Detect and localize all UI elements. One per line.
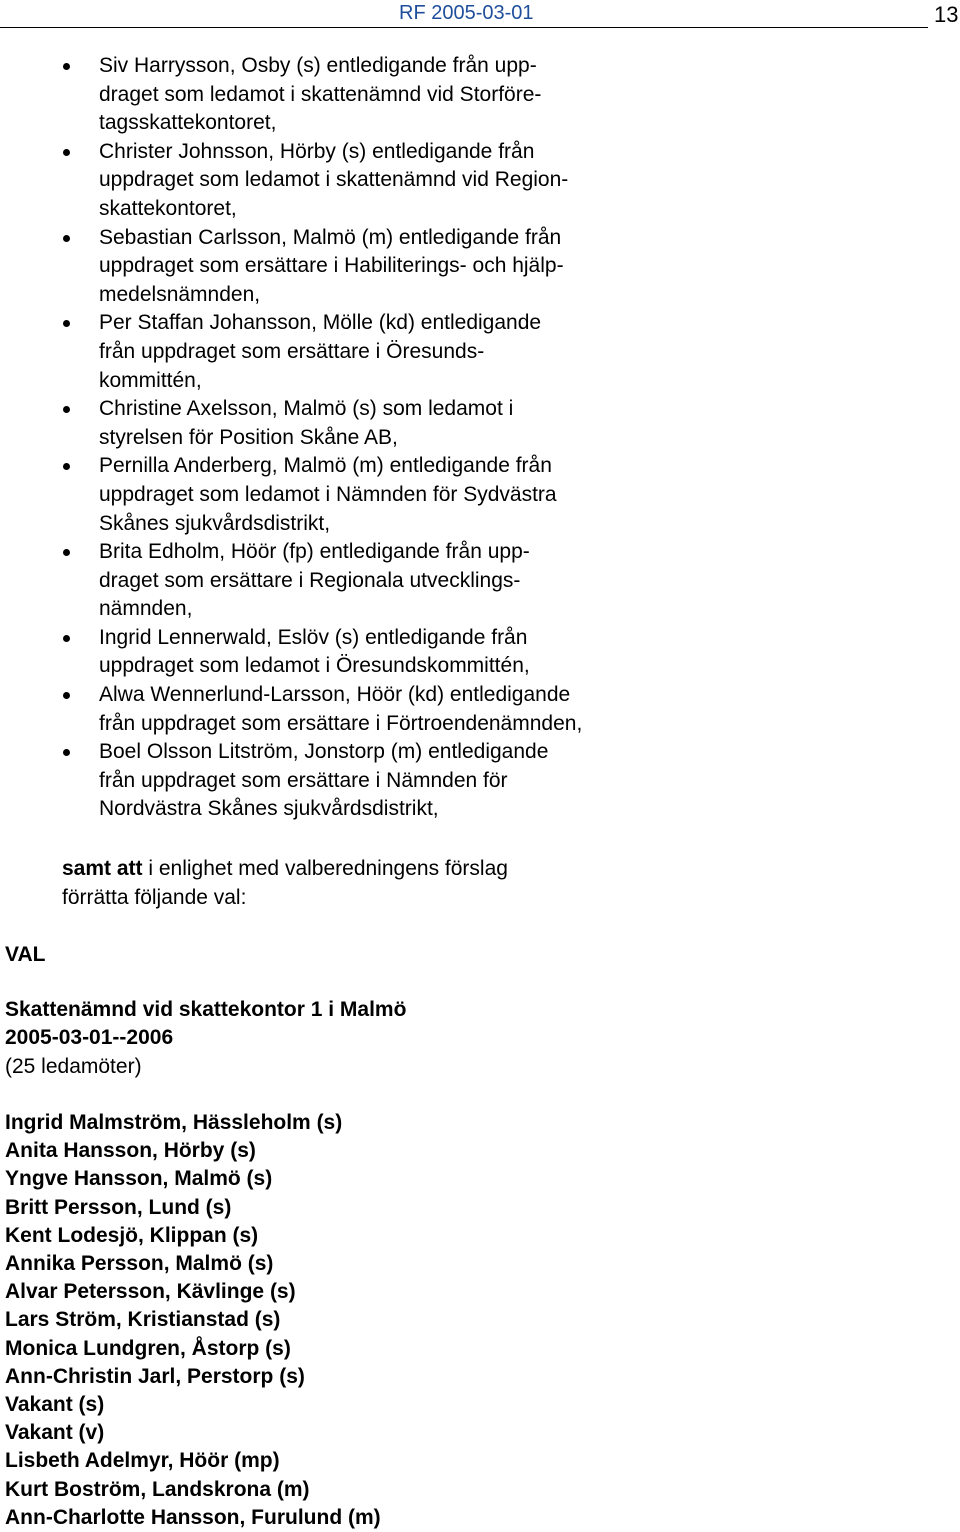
list-item: Ann-Christin Jarl, Perstorp (s) <box>5 1364 305 1388</box>
header-rule <box>0 27 928 28</box>
list-item: Brita Edholm, Höör (fp) entledigande från upp- draget som ersättare i Regionala utvecklings- nämnden, <box>99 538 719 624</box>
bullet-icon <box>63 549 70 556</box>
bullet-icon <box>63 749 70 756</box>
list-item: Britt Persson, Lund (s) <box>5 1195 232 1219</box>
decision-line-1 <box>62 855 508 884</box>
bullet-icon <box>63 406 70 413</box>
list-item: Lisbeth Adelmyr, Höör (mp) <box>5 1449 280 1473</box>
list-item: Christer Johnsson, Hörby (s) entledigande från uppdraget som ledamot i skattenämnd vid Region- skattekontoret, <box>99 138 719 224</box>
header-date: RF 2005-03-01 <box>399 2 534 24</box>
decision-line-1-rest: i enlighet med valberedningens förslag <box>142 857 508 880</box>
bullet-icon <box>63 692 70 699</box>
list-item: Siv Harrysson, Osby (s) entledigande från upp- draget som ledamot i skattenämnd vid Storföre- tagsskattekontoret, <box>99 52 719 138</box>
election-body-heading <box>5 996 406 1081</box>
body-name: Skattenämnd vid skattekontor 1 i Malmö <box>5 998 407 1021</box>
list-item: Ingrid Lennerwald, Eslöv (s) entledigande från uppdraget som ledamot i Öresundskommittén, <box>99 624 719 681</box>
list-item: Kurt Boström, Landskrona (m) <box>5 1477 310 1501</box>
list-item: Vakant (v) <box>5 1421 105 1445</box>
list-item: Anita Hansson, Hörby (s) <box>5 1139 256 1163</box>
bullet-icon <box>63 63 70 70</box>
list-item: Sebastian Carlsson, Malmö (m) entledigande från uppdraget som ersättare i Habiliterings- och hjälp- medelsnämnden, <box>99 224 719 310</box>
page-header <box>0 0 960 30</box>
list-item: Monica Lundgren, Åstorp (s) <box>5 1336 291 1360</box>
list-item: Per Staffan Johansson, Mölle (kd) entledigande från uppdraget som ersättare i Öresunds- kommittén, <box>99 309 719 395</box>
list-item: Boel Olsson Litström, Jonstorp (m) entledigande från uppdraget som ersättare i Nämnden för Nordvästra Skånes sjukvårdsdistrikt, <box>99 738 719 824</box>
list-item: Lars Ström, Kristianstad (s) <box>5 1308 281 1332</box>
body-period: 2005-03-01--2006 <box>5 1026 174 1050</box>
resignation-list <box>99 52 719 824</box>
section-label: VAL <box>5 943 46 966</box>
list-item: Ann-Charlotte Hansson, Furulund (m) <box>5 1505 381 1529</box>
bullet-icon <box>63 235 70 242</box>
decision-line-2: förrätta följande val: <box>62 885 247 909</box>
bullet-icon <box>63 463 70 470</box>
body-member-count: (25 ledamöter) <box>5 1054 142 1078</box>
bullet-icon <box>63 149 70 156</box>
list-item: Alwa Wennerlund-Larsson, Höör (kd) entledigande från uppdraget som ersättare i Förtroendenämnden, <box>99 681 719 738</box>
list-item: Christine Axelsson, Malmö (s) som ledamot i styrelsen för Position Skåne AB, <box>99 395 719 452</box>
list-item: Vakant (s) <box>5 1393 105 1417</box>
bullet-icon <box>63 320 70 327</box>
list-item: Pernilla Anderberg, Malmö (m) entledigande från uppdraget som ledamot i Nämnden för Sydvästra Skånes sjukvårdsdistrikt, <box>99 452 719 538</box>
decision-paragraph <box>62 855 508 912</box>
list-item: Ingrid Malmström, Hässleholm (s) <box>5 1111 343 1134</box>
list-item: Annika Persson, Malmö (s) <box>5 1252 274 1276</box>
page-number: 13 <box>934 2 959 27</box>
list-item: Alvar Petersson, Kävlinge (s) <box>5 1280 296 1304</box>
decision-bold-lead: samt att <box>62 857 143 880</box>
member-list <box>5 1109 381 1532</box>
list-item: Kent Lodesjö, Klippan (s) <box>5 1223 259 1247</box>
list-item: Yngve Hansson, Malmö (s) <box>5 1167 273 1191</box>
bullet-icon <box>63 635 70 642</box>
